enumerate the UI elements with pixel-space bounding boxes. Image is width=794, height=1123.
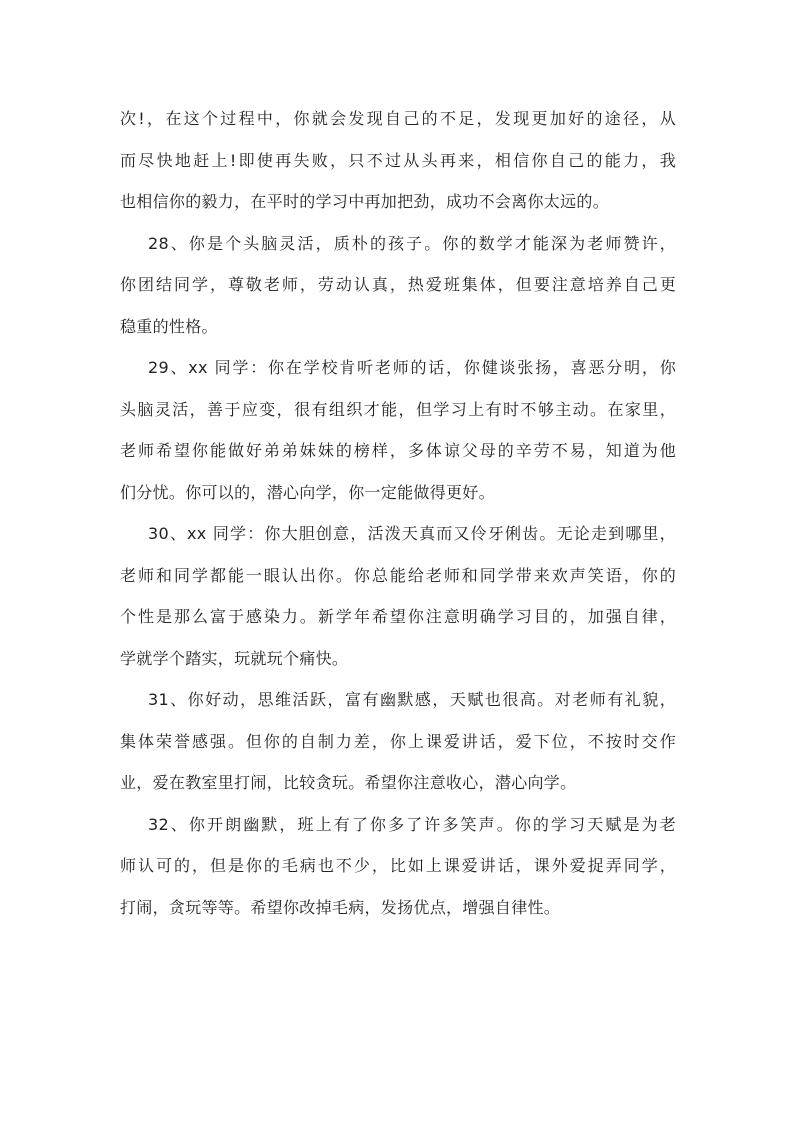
text-line: 30、xx 同学：你大胆创意，活泼天真而又伶牙俐齿。无论走到哪里，: [148, 524, 676, 543]
text-line: 打闹，贪玩等等。希望你改掉毛病，发扬优点，增强自律性。: [120, 897, 561, 917]
text-line: 业，爱在教室里打闹，比较贪玩。希望你注意收心，潜心向学。: [120, 773, 577, 792]
text-line: 29、xx 同学：你在学校肯听老师的话，你健谈张扬，喜恶分明，你: [148, 358, 676, 377]
paragraph-32: [120, 804, 676, 929]
text-line: 们分忧。你可以的，潜心向学，你一定能做得更好。: [120, 482, 495, 502]
text-line: 而尽快地赶上!即使再失败，只不过从头再来，相信你自己的能力，我: [120, 150, 676, 170]
text-line: 老师希望你能做好弟弟妹妹的榜样，多体谅父母的辛劳不易，知道为他: [120, 441, 676, 460]
text-line: 稳重的性格。: [120, 316, 218, 336]
text-line: 你团结同学，尊敬老师，劳动认真，热爱班集体，但要注意培养自己更: [120, 275, 676, 294]
paragraph-29: [120, 347, 676, 513]
paragraph-30: [120, 513, 676, 679]
text-line: 集体荣誉感强。但你的自制力差，你上课爱讲话，爱下位，不按时交作: [120, 731, 676, 751]
text-line: 头脑灵活，善于应变，很有组织才能，但学习上有时不够主动。在家里，: [120, 399, 676, 419]
text-line: 也相信你的毅力，在平时的学习中再加把劲，成功不会离你太远的。: [120, 192, 610, 211]
paragraph-27-continuation: [120, 98, 676, 223]
text-line: 28、你是个头脑灵活，质朴的孩子。你的数学才能深为老师赞许，: [148, 233, 676, 253]
text-line: 31、你好动，思维活跃，富有幽默感，天赋也很高。对老师有礼貌，: [148, 690, 676, 709]
paragraph-28: [120, 223, 676, 348]
document-body: [120, 98, 676, 928]
text-line: 32、你开朗幽默，班上有了你多了许多笑声。你的学习天赋是为老: [148, 814, 676, 834]
text-line: 师认可的，但是你的毛病也不少，比如上课爱讲话，课外爱捉弄同学，: [120, 856, 676, 875]
text-line: 个性是那么富于感染力。新学年希望你注意明确学习目的，加强自律，: [120, 607, 676, 626]
text-line: 学就学个踏实，玩就玩个痛快。: [120, 648, 349, 668]
text-line: 次!，在这个过程中，你就会发现自己的不足，发现更加好的途径，从: [120, 109, 676, 128]
text-line: 老师和同学都能一眼认出你。你总能给老师和同学带来欢声笑语，你的: [120, 565, 676, 585]
paragraph-31: [120, 679, 676, 804]
